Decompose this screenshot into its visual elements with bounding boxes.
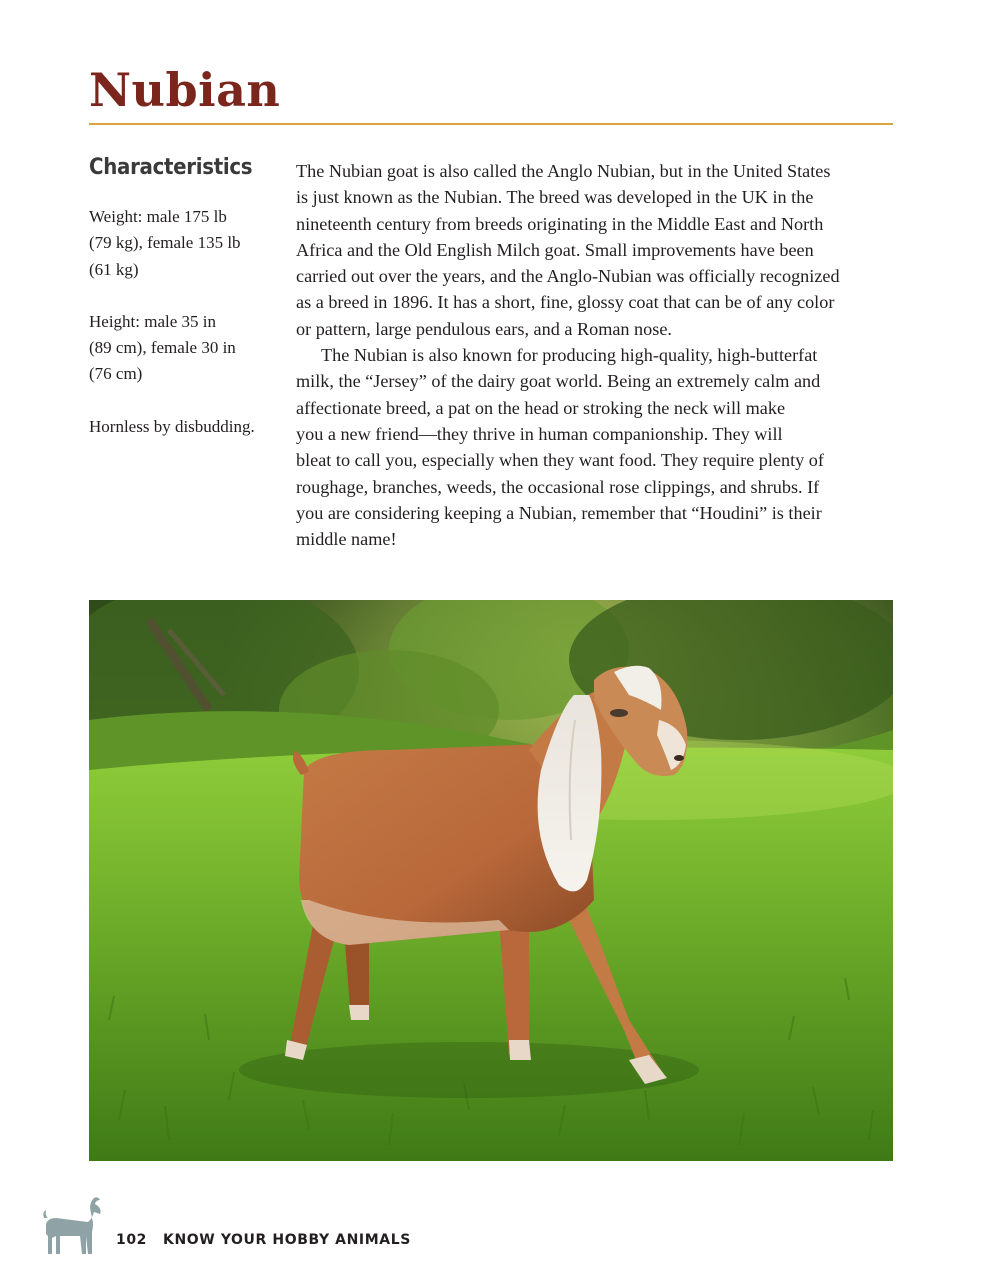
body-line: you are considering keeping a Nubian, remember that “Houdini” is their	[296, 502, 822, 523]
height-line: (89 cm), female 30 in	[89, 338, 236, 358]
body-line: Africa and the Old English Milch goat. Small improvements have been	[296, 239, 814, 260]
body-line: nineteenth century from breeds originating in the Middle East and North	[296, 213, 824, 234]
body-text	[296, 158, 896, 552]
body-line: bleat to call you, especially when they want food. They require plenty of	[296, 450, 824, 471]
height-info	[89, 309, 289, 388]
weight-line: (79 kg), female 135 lb	[89, 233, 241, 253]
title-divider	[89, 123, 893, 125]
height-line: (76 cm)	[89, 364, 143, 384]
weight-info	[89, 204, 289, 283]
body-line: The Nubian is also known for producing high-quality, high-butterfat	[321, 345, 818, 366]
characteristics-heading: Characteristics	[89, 155, 253, 180]
body-line: roughage, branches, weeds, the occasional rose clippings, and shrubs. If	[296, 476, 820, 497]
goat-icon	[42, 1196, 104, 1256]
body-line: The Nubian goat is also called the Anglo Nubian, but in the United States	[296, 161, 831, 181]
weight-line: Weight: male 175 lb	[89, 207, 227, 226]
body-line: carried out over the years, and the Anglo-Nubian was officially recognized	[296, 266, 840, 287]
page-footer	[116, 1230, 411, 1250]
page-number: 102	[116, 1232, 148, 1248]
goat-photo-illustration	[89, 600, 893, 1161]
body-line: middle name!	[296, 529, 397, 550]
characteristics-sidebar	[89, 150, 289, 466]
height-line: Height: male 35 in	[89, 311, 217, 331]
body-line: as a breed in 1896. It has a short, fine, glossy coat that can be of any color	[296, 292, 835, 313]
horn-info: Hornless by disbudding.	[89, 416, 255, 436]
weight-line: (61 kg)	[89, 259, 139, 279]
body-line: you a new friend—they thrive in human companionship. They will	[296, 423, 783, 444]
goat-photo	[89, 600, 893, 1161]
page-title: Nubian	[89, 63, 281, 117]
body-line: or pattern, large pendulous ears, and a Roman nose.	[296, 318, 672, 339]
body-line: is just known as the Nubian. The breed was developed in the UK in the	[296, 187, 814, 208]
body-line: milk, the “Jersey” of the dairy goat world. Being an extremely calm and	[296, 371, 821, 392]
section-title: KNOW YOUR HOBBY ANIMALS	[163, 1232, 411, 1248]
body-line: affectionate breed, a pat on the head or stroking the neck will make	[296, 397, 786, 418]
